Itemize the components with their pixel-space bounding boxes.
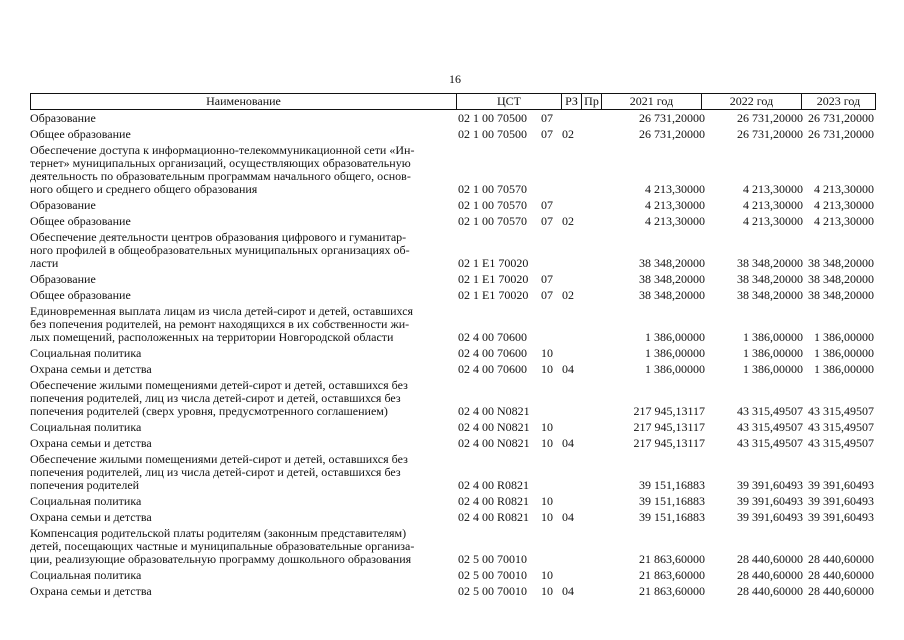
row-value-2022: 38 348,20000 (737, 272, 803, 286)
row-code: 02 1 00 70500 (458, 127, 527, 141)
row-name-line: Образование (30, 111, 96, 125)
table-row (30, 361, 876, 377)
row-name (30, 509, 450, 525)
row-name (30, 567, 450, 583)
row-pr: 04 (562, 362, 574, 376)
table-row (30, 345, 876, 361)
row-value-2021: 39 151,16883 (639, 494, 705, 508)
row-name (30, 419, 450, 435)
table-row (30, 213, 876, 229)
row-value-2021: 217 945,13117 (633, 420, 705, 434)
row-code: 02 5 00 70010 (458, 584, 527, 598)
table-row (30, 271, 876, 287)
row-code: 02 5 00 70010 (458, 552, 527, 566)
table-row (30, 567, 876, 583)
table-row (30, 377, 876, 419)
row-value-2022: 28 440,60000 (737, 552, 803, 566)
row-name-line: Охрана семьи и детства (30, 362, 152, 376)
row-value-2021: 38 348,20000 (639, 256, 705, 270)
row-value-2021: 26 731,20000 (639, 111, 705, 125)
row-value-2023: 43 315,49507 (808, 404, 874, 418)
row-value-2022: 43 315,49507 (737, 404, 803, 418)
row-value-2021: 39 151,16883 (639, 510, 705, 524)
row-value-2021: 4 213,30000 (645, 198, 705, 212)
header-name: Наименование (206, 94, 281, 108)
row-value-2022: 28 440,60000 (737, 584, 803, 598)
row-name-line: попечения родителей, лиц из числа детей-сирот и детей, оставшихся без (30, 391, 401, 405)
row-name-line: Социальная политика (30, 494, 142, 508)
row-value-2022: 39 391,60493 (737, 494, 803, 508)
row-value-2023: 28 440,60000 (808, 568, 874, 582)
row-name-line: попечения родителей (30, 478, 140, 492)
table-row (30, 142, 876, 197)
row-name-line: Общее образование (30, 127, 131, 141)
row-code: 02 4 00 70600 (458, 330, 527, 344)
row-pr: 02 (562, 127, 574, 141)
row-name (30, 451, 450, 493)
row-value-2023: 43 315,49507 (808, 420, 874, 434)
row-code: 02 4 00 N0821 (458, 420, 530, 434)
header-2023: 2023 год (801, 94, 875, 109)
table-row (30, 509, 876, 525)
row-rz: 10 (541, 362, 553, 376)
row-name-line: Охрана семьи и детства (30, 584, 152, 598)
row-name (30, 303, 450, 345)
row-value-2023: 28 440,60000 (808, 584, 874, 598)
row-code: 02 4 00 70600 (458, 346, 527, 360)
row-name (30, 110, 450, 126)
row-value-2022: 39 391,60493 (737, 510, 803, 524)
row-value-2023: 39 391,60493 (808, 510, 874, 524)
row-code: 02 1 E1 70020 (458, 256, 529, 270)
row-code: 02 4 00 70600 (458, 362, 527, 376)
row-value-2023: 38 348,20000 (808, 272, 874, 286)
row-rz: 07 (541, 272, 553, 286)
row-name (30, 126, 450, 142)
row-name (30, 493, 450, 509)
row-name-line: Социальная политика (30, 346, 142, 360)
row-value-2023: 4 213,30000 (814, 214, 874, 228)
row-value-2023: 43 315,49507 (808, 436, 874, 450)
row-rz: 10 (541, 510, 553, 524)
row-value-2021: 1 386,00000 (645, 330, 705, 344)
row-name-line: деятельность по образовательным программам начального общего, основ- (30, 169, 411, 183)
row-rz: 10 (541, 568, 553, 582)
table-row (30, 583, 876, 599)
row-value-2023: 1 386,00000 (814, 362, 874, 376)
row-value-2022: 28 440,60000 (737, 568, 803, 582)
row-name-line: Единовременная выплата лицам из числа детей-сирот и детей, оставшихся (30, 304, 414, 318)
row-rz: 07 (541, 111, 553, 125)
table-body (30, 110, 876, 599)
row-value-2021: 38 348,20000 (639, 272, 705, 286)
header-2021: 2021 год (601, 94, 701, 109)
row-rz: 10 (541, 346, 553, 360)
row-name (30, 213, 450, 229)
row-value-2021: 217 945,13117 (633, 404, 705, 418)
row-value-2023: 26 731,20000 (808, 127, 874, 141)
row-value-2021: 39 151,16883 (639, 478, 705, 492)
row-value-2021: 1 386,00000 (645, 362, 705, 376)
row-value-2022: 38 348,20000 (737, 288, 803, 302)
row-code: 02 1 00 70570 (458, 182, 527, 196)
row-code: 02 1 00 70570 (458, 214, 527, 228)
row-code: 02 1 00 70500 (458, 111, 527, 125)
row-code: 02 5 00 70010 (458, 568, 527, 582)
table-row (30, 287, 876, 303)
table-row (30, 197, 876, 213)
row-name (30, 197, 450, 213)
row-rz: 07 (541, 198, 553, 212)
row-value-2022: 4 213,30000 (743, 182, 803, 196)
row-value-2023: 38 348,20000 (808, 256, 874, 270)
row-value-2021: 26 731,20000 (639, 127, 705, 141)
row-value-2021: 4 213,30000 (645, 182, 705, 196)
row-value-2023: 4 213,30000 (814, 198, 874, 212)
row-pr: 04 (562, 436, 574, 450)
row-value-2023: 1 386,00000 (814, 346, 874, 360)
row-rz: 10 (541, 494, 553, 508)
header-code: ЦСТ (456, 94, 561, 109)
row-value-2021: 4 213,30000 (645, 214, 705, 228)
row-value-2021: 21 863,60000 (639, 568, 705, 582)
table-row (30, 451, 876, 493)
row-value-2022: 39 391,60493 (737, 478, 803, 492)
row-name-line: Обеспечение деятельности центров образования цифрового и гуманитар- (30, 230, 407, 244)
row-value-2022: 38 348,20000 (737, 256, 803, 270)
row-value-2022: 26 731,20000 (737, 111, 803, 125)
row-value-2023: 4 213,30000 (814, 182, 874, 196)
row-value-2022: 1 386,00000 (743, 362, 803, 376)
row-value-2022: 26 731,20000 (737, 127, 803, 141)
table-row (30, 493, 876, 509)
row-name-line: тернет» муниципальных организаций, осуществляющих образовательную (30, 156, 411, 170)
row-name-line: ции, реализующие образовательную программу дошкольного образования (30, 552, 412, 566)
row-name-line: Образование (30, 272, 96, 286)
row-value-2021: 217 945,13117 (633, 436, 705, 450)
row-name-line: Социальная политика (30, 420, 142, 434)
table-row (30, 435, 876, 451)
row-name (30, 377, 450, 419)
row-code: 02 1 E1 70020 (458, 288, 529, 302)
row-name-line: Обеспечение жилыми помещениями детей-сирот и детей, оставшихся без (30, 378, 408, 392)
row-value-2022: 1 386,00000 (743, 346, 803, 360)
row-rz: 07 (541, 288, 553, 302)
row-name-line: детей, посещающих частные и муниципальные образовательные организа- (30, 539, 415, 553)
row-name-line: попечения родителей (сверх уровня, предусмотренного соглашением) (30, 404, 388, 418)
row-code: 02 4 00 R0821 (458, 510, 530, 524)
row-name-line: Охрана семьи и детства (30, 510, 152, 524)
table-row (30, 110, 876, 126)
row-rz: 10 (541, 436, 553, 450)
row-name (30, 345, 450, 361)
row-name (30, 525, 450, 567)
row-rz: 10 (541, 584, 553, 598)
row-name-line: Социальная политика (30, 568, 142, 582)
row-name-line: лых помещений, расположенных на территории Новгородской области (30, 330, 394, 344)
row-pr: 02 (562, 214, 574, 228)
table-row (30, 303, 876, 345)
row-pr: 04 (562, 584, 574, 598)
page-number: 16 (449, 72, 461, 86)
row-code: 02 1 00 70570 (458, 198, 527, 212)
row-rz: 10 (541, 420, 553, 434)
row-value-2023: 1 386,00000 (814, 330, 874, 344)
row-rz: 07 (541, 214, 553, 228)
row-name (30, 229, 450, 271)
header-2022: 2022 год (701, 94, 801, 109)
row-value-2022: 43 315,49507 (737, 436, 803, 450)
row-name-line: Компенсация родительской платы родителям (законным представителям) (30, 526, 407, 540)
row-value-2021: 21 863,60000 (639, 584, 705, 598)
row-name (30, 361, 450, 377)
row-code: 02 4 00 N0821 (458, 436, 530, 450)
row-name-line: Обеспечение доступа к информационно-телекоммуникационной сети «Ин- (30, 143, 415, 157)
table-row (30, 126, 876, 142)
row-code: 02 1 E1 70020 (458, 272, 529, 286)
row-name-line: Общее образование (30, 214, 131, 228)
row-pr: 04 (562, 510, 574, 524)
row-value-2021: 21 863,60000 (639, 552, 705, 566)
row-name (30, 142, 450, 197)
row-name-line: ного общего и среднего общего образования (30, 182, 258, 196)
row-value-2023: 38 348,20000 (808, 288, 874, 302)
row-name-line: без попечения родителей, на ремонт находящихся в их собственности жи- (30, 317, 410, 331)
row-value-2022: 4 213,30000 (743, 198, 803, 212)
row-value-2023: 39 391,60493 (808, 478, 874, 492)
table-header (30, 93, 876, 110)
row-name (30, 271, 450, 287)
row-name (30, 287, 450, 303)
row-code: 02 4 00 R0821 (458, 494, 530, 508)
table-row (30, 525, 876, 567)
row-name (30, 435, 450, 451)
row-name (30, 583, 450, 599)
row-value-2023: 26 731,20000 (808, 111, 874, 125)
row-value-2022: 1 386,00000 (743, 330, 803, 344)
row-name-line: Охрана семьи и детства (30, 436, 152, 450)
row-value-2022: 43 315,49507 (737, 420, 803, 434)
row-name-line: попечения родителей, лиц из числа детей-сирот и детей, оставшихся без (30, 465, 401, 479)
row-code: 02 4 00 N0821 (458, 404, 530, 418)
row-value-2023: 39 391,60493 (808, 494, 874, 508)
row-name-line: Обеспечение жилыми помещениями детей-сирот и детей, оставшихся без (30, 452, 408, 466)
row-name-line: ного профилей в общеобразовательных муниципальных организациях об- (30, 243, 410, 257)
header-pr: Пр (581, 94, 601, 109)
row-value-2021: 38 348,20000 (639, 288, 705, 302)
row-name-line: Общее образование (30, 288, 131, 302)
row-rz: 07 (541, 127, 553, 141)
row-name-line: Образование (30, 198, 96, 212)
row-pr: 02 (562, 288, 574, 302)
table-row (30, 419, 876, 435)
row-value-2022: 4 213,30000 (743, 214, 803, 228)
header-rz: РЗ (561, 94, 581, 109)
row-value-2021: 1 386,00000 (645, 346, 705, 360)
row-value-2023: 28 440,60000 (808, 552, 874, 566)
table-row (30, 229, 876, 271)
row-name-line: ласти (30, 256, 59, 270)
row-code: 02 4 00 R0821 (458, 478, 530, 492)
